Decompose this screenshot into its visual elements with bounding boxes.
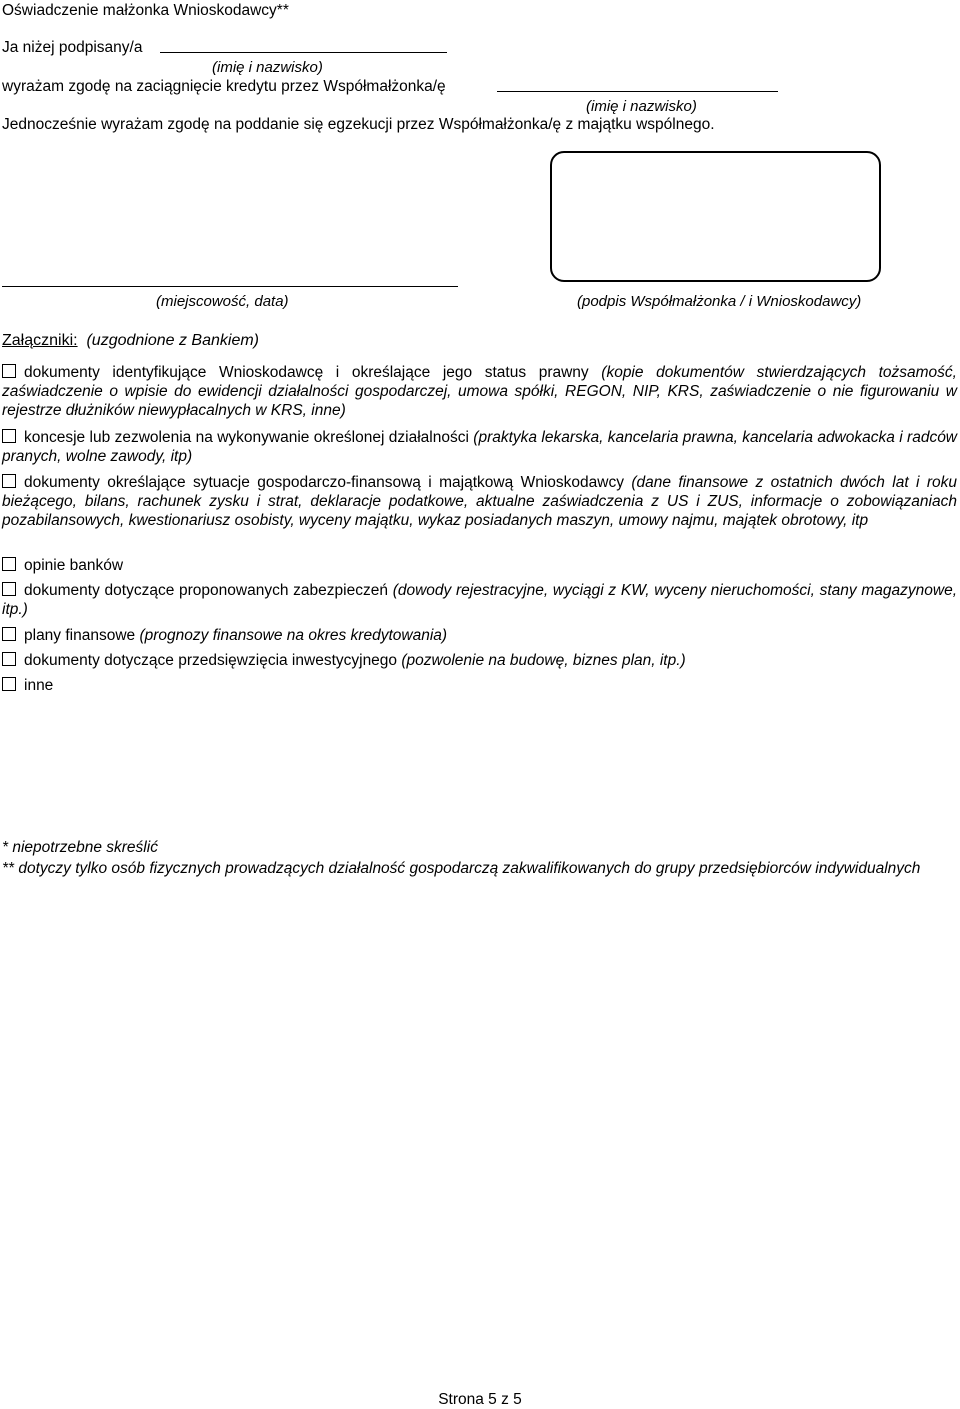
- footnote-2: ** dotyczy tylko osób fizycznych prowadzących działalność gospodarczą zakwalifikowanych do grupy przedsiębiorców indywidualnych: [2, 860, 921, 877]
- signer-label: Ja niżej podpisany/a: [2, 39, 143, 56]
- list-item: opinie banków: [24, 557, 124, 574]
- footnote-1: * niepotrzebne skreślić: [2, 839, 158, 856]
- page-number: Strona 5 z 5: [438, 1391, 522, 1408]
- spouse-name-line[interactable]: [497, 91, 778, 92]
- place-date-line[interactable]: [2, 286, 458, 287]
- list-item: dokumenty dotyczące proponowanych zabezpieczeń (dowody rejestracyjne, wyciągi z KW, wyceny nieruchomości, stany magazynowe, itp.): [2, 582, 958, 618]
- signature-box[interactable]: [550, 151, 881, 282]
- signature-caption: (podpis Współmałżonka / i Wnioskodawcy): [577, 293, 862, 310]
- list-item: dokumenty określające sytuacje gospodarczo-finansową i majątkową Wnioskodawcy (dane finansowe z ostatnich dwóch lat i roku bieżącego, bilans, rachunek zysku i strat, deklaracje podatkowe, aktualne zaświadczenia z US i ZUS, informacje o zobowiązaniach pozabilansowych, kwestionariusz osobisty, wyceny majątku, wykaz posiadanych maszyn, umowy najmu, majątek obrotowy, itp: [2, 474, 957, 529]
- spouse-name-caption: (imię i nazwisko): [586, 98, 697, 115]
- document-title: Oświadczenie małżonka Wnioskodawcy**: [2, 2, 289, 19]
- consent-text: wyrażam zgodę na zaciągnięcie kredytu przez Współmałżonka/ę: [2, 78, 446, 95]
- attachments-note: (uzgodnione z Bankiem): [86, 332, 260, 349]
- list-item: inne: [24, 677, 54, 694]
- attachments-heading: [2, 331, 259, 350]
- signer-name-caption: (imię i nazwisko): [212, 59, 323, 76]
- attachments-label: Załączniki:: [2, 332, 78, 349]
- place-date-caption: (miejscowość, data): [156, 293, 289, 310]
- list-item: dokumenty dotyczące przedsięwzięcia inwestycyjnego (pozwolenie na budowę, biznes plan, itp.): [24, 652, 686, 669]
- list-item: plany finansowe (prognozy finansowe na okres kredytowania): [24, 627, 448, 644]
- list-item: koncesje lub zezwolenia na wykonywanie określonej działalności (praktyka lekarska, kancelaria prawna, kancelaria adwokacka i radców pranych, wolne zawody, itp): [2, 429, 958, 465]
- enforcement-consent-text: Jednocześnie wyrażam zgodę na poddanie się egzekucji przez Współmałżonka/ę z majątku wspólnego.: [2, 116, 715, 133]
- list-item: dokumenty identyfikujące Wnioskodawcę i określające jego status prawny (kopie dokumentów stwierdzających tożsamość, zaświadczenie o wpisie do ewidencji działalności gospodarczej, umowa spółki, REGON, NIP, KRS, zaświadczenie o nie figurowaniu w rejestrze dłużników niewypłacalnych w KRS, inne): [2, 364, 957, 419]
- signer-name-line[interactable]: [160, 52, 447, 53]
